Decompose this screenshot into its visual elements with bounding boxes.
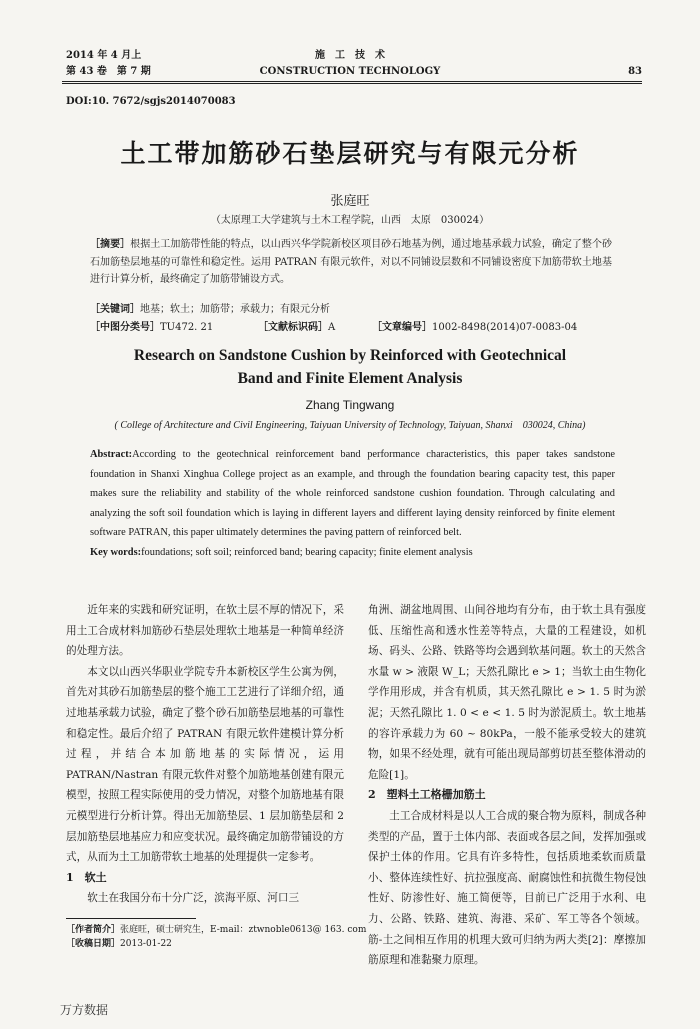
- keywords-cn-text: 地基；软土；加筋带；承载力；有限元分析: [140, 304, 330, 315]
- footnote-date-label: ［收稿日期］: [66, 939, 121, 949]
- section-heading: 1 软土: [66, 870, 107, 884]
- doc-label: ［文献标识码］: [258, 322, 328, 333]
- footnote-date-text: 2013-01-22: [120, 939, 172, 949]
- abstract-en: [90, 445, 615, 563]
- article-number: [372, 318, 577, 333]
- footnote-date: [66, 937, 366, 951]
- affiliation-cn: （太原理工大学建筑与土木工程学院，山西 太原 030024）: [210, 215, 490, 226]
- footnote-author-label: ［作者简介］: [66, 925, 121, 935]
- clc-value: TU472. 21: [160, 322, 214, 333]
- watermark: 万方数据: [60, 1003, 109, 1017]
- title-cn: 土工带加筋砂石垫层研究与有限元分析: [120, 139, 580, 168]
- article-label: ［文章编号］: [372, 322, 432, 333]
- keywords-cn: [90, 300, 330, 315]
- header-rule-thin: [62, 83, 642, 84]
- keywords-en-text: foundations; soft soil; reinforced band; bearing capacity; finite element analysis: [141, 546, 473, 558]
- body-left-column: [66, 600, 344, 909]
- clc-code: [90, 318, 213, 333]
- keywords-en-label: Key words:: [90, 546, 142, 558]
- author-en: Zhang Tingwang: [305, 398, 395, 412]
- body-paragraph: 近年来的实践和研究证明，在软土层不厚的情况下，采用土工合成材料加筋砂石垫层处理软土地基是一种简单经济的处理方法。: [66, 604, 344, 658]
- abstract-cn: [90, 236, 612, 289]
- article-value: 1002-8498(2014)07-0083-04: [432, 322, 578, 333]
- doc-value: A: [328, 322, 336, 333]
- body-paragraph: 软土在我国分布十分广泛，滨海平原、河口三: [87, 892, 300, 905]
- abstract-en-label: Abstract:: [90, 449, 133, 460]
- abstract-cn-text: 根据土工加筋带性能的特点，以山西兴华学院新校区项目砂石地基为例，通过地基承载力试验，确定了整个砂石加筋垫层地基的可靠性和稳定性。运用 PATRAN 有限元软件，对以不同铺设层数和不同铺设密度下加筋带软土地基进行计算分析，最终确定了加筋带铺设方式。: [90, 239, 613, 285]
- doi: DOI:10. 7672/sgjs2014070083: [66, 96, 236, 107]
- body-paragraph: 角洲、湖盆地周围、山间谷地均有分布，由于软土具有强度低、压缩性高和透水性差等特点，大量的工程建设，如机场、码头、公路、铁路等均会遇到软基问题。软土的天然含水量 w > 液限 W_L；天然孔隙比 e > 1；当软土由生物化学作用形成，并含有机质，其天然孔隙比 e > 1. 5 时为淤泥；天然孔隙比 1. 0 < e < 1. 5 时为淤泥质土。软土地基的容许承载力为 60 ~ 80kPa，一般不能承受较大的建筑物，如果不经处理，就有可能出现局部剪切甚至整体滑动的危险[1]。: [368, 604, 646, 781]
- issue-volume: 第 43 卷 第 7 期: [66, 66, 151, 77]
- footnote-author-text: 张庭旺，硕士研究生，E-mail：ztwnoble0613@ 163. com: [120, 925, 367, 935]
- footnote-author: [66, 923, 366, 937]
- journal-name-cn: 施 工 技 术: [315, 50, 385, 61]
- journal-name: [0, 48, 700, 80]
- footnote: [66, 923, 366, 951]
- affiliation-en: ( College of Architecture and Civil Engineering, Taiyuan University of Technology, Taiyuan, Shanxi 030024, China): [114, 420, 586, 431]
- clc-label: ［中图分类号］: [90, 322, 160, 333]
- issue-date: 2014 年 4 月上: [66, 50, 142, 61]
- body-paragraph: 土工合成材料是以人工合成的聚合物为原料，制成各种类型的产品，置于土体内部、表面或各层之间，发挥加强或保护土体的作用。它具有许多特性，包括质地柔软而质量小、整体连续性好、抗拉强度高、耐腐蚀性和抗微生物侵蚀性好、防渗性好、施工简便等，目前已广泛用于水利、电力、公路、铁路、建筑、海港、采矿、军工等各个领域。筋-土之间相互作用的机理大致可归纳为两大类[2]：摩擦加筋原理和准黏聚力原理。: [368, 809, 646, 967]
- section-heading: 2 塑料土工格栅加筋土: [368, 788, 486, 802]
- header-rule: [62, 81, 642, 82]
- body-right-column: [368, 600, 646, 971]
- body-paragraph: 本文以山西兴华职业学院专升本新校区学生公寓为例，首先对其砂石加筋垫层的整个施工工艺进行了详细介绍，通过地基承载力试验，确定了整个砂石加筋垫层地基的可靠性和稳定性。最后介绍了 PATRAN 有限元软件建模计算分析过程，并结合本加筋地基的实际情况，运用 PATRAN/Nastran 有限元软件对整个加筋地基创建有限元模型，按照工程实际使用的受力情况，对整个加筋地基有限元模型进行分析计算。得出无加筋垫层、1 层加筋垫层和 2 层加筋垫层地基应力和应变状况。最终确定加筋带铺设的方式，从而为土工加筋带软土地基的处理提供一定参考。: [66, 665, 344, 864]
- footnote-rule: [66, 918, 196, 919]
- abstract-en-text: According to the geotechnical reinforcement band performance characteristics, this paper takes sandstone foundation in Shanxi Xinghua College project as an example, and through the foundation bearing capacity test, this paper makes sure the reliability and stability of the whole reinforced sandstone cushion foundation. Through calculating and analyzing the soft soil foundation which is laying in different layers and different laying density reinforced by finite element software PATRAN, this paper ultimately determines the paving pattern of reinforced belt.: [90, 449, 615, 539]
- abstract-cn-label: ［摘要］: [90, 239, 131, 250]
- title-en-line2: Band and Finite Element Analysis: [237, 370, 463, 387]
- title-en-line1: Research on Sandstone Cushion by Reinforced with Geotechnical: [133, 347, 567, 364]
- keywords-cn-label: ［关键词］: [90, 304, 140, 315]
- title-en: [0, 344, 700, 390]
- author-cn: 张庭旺: [330, 194, 370, 209]
- journal-name-en: CONSTRUCTION TECHNOLOGY: [259, 66, 441, 77]
- document-code: [258, 318, 335, 333]
- page-number: 83: [628, 66, 642, 77]
